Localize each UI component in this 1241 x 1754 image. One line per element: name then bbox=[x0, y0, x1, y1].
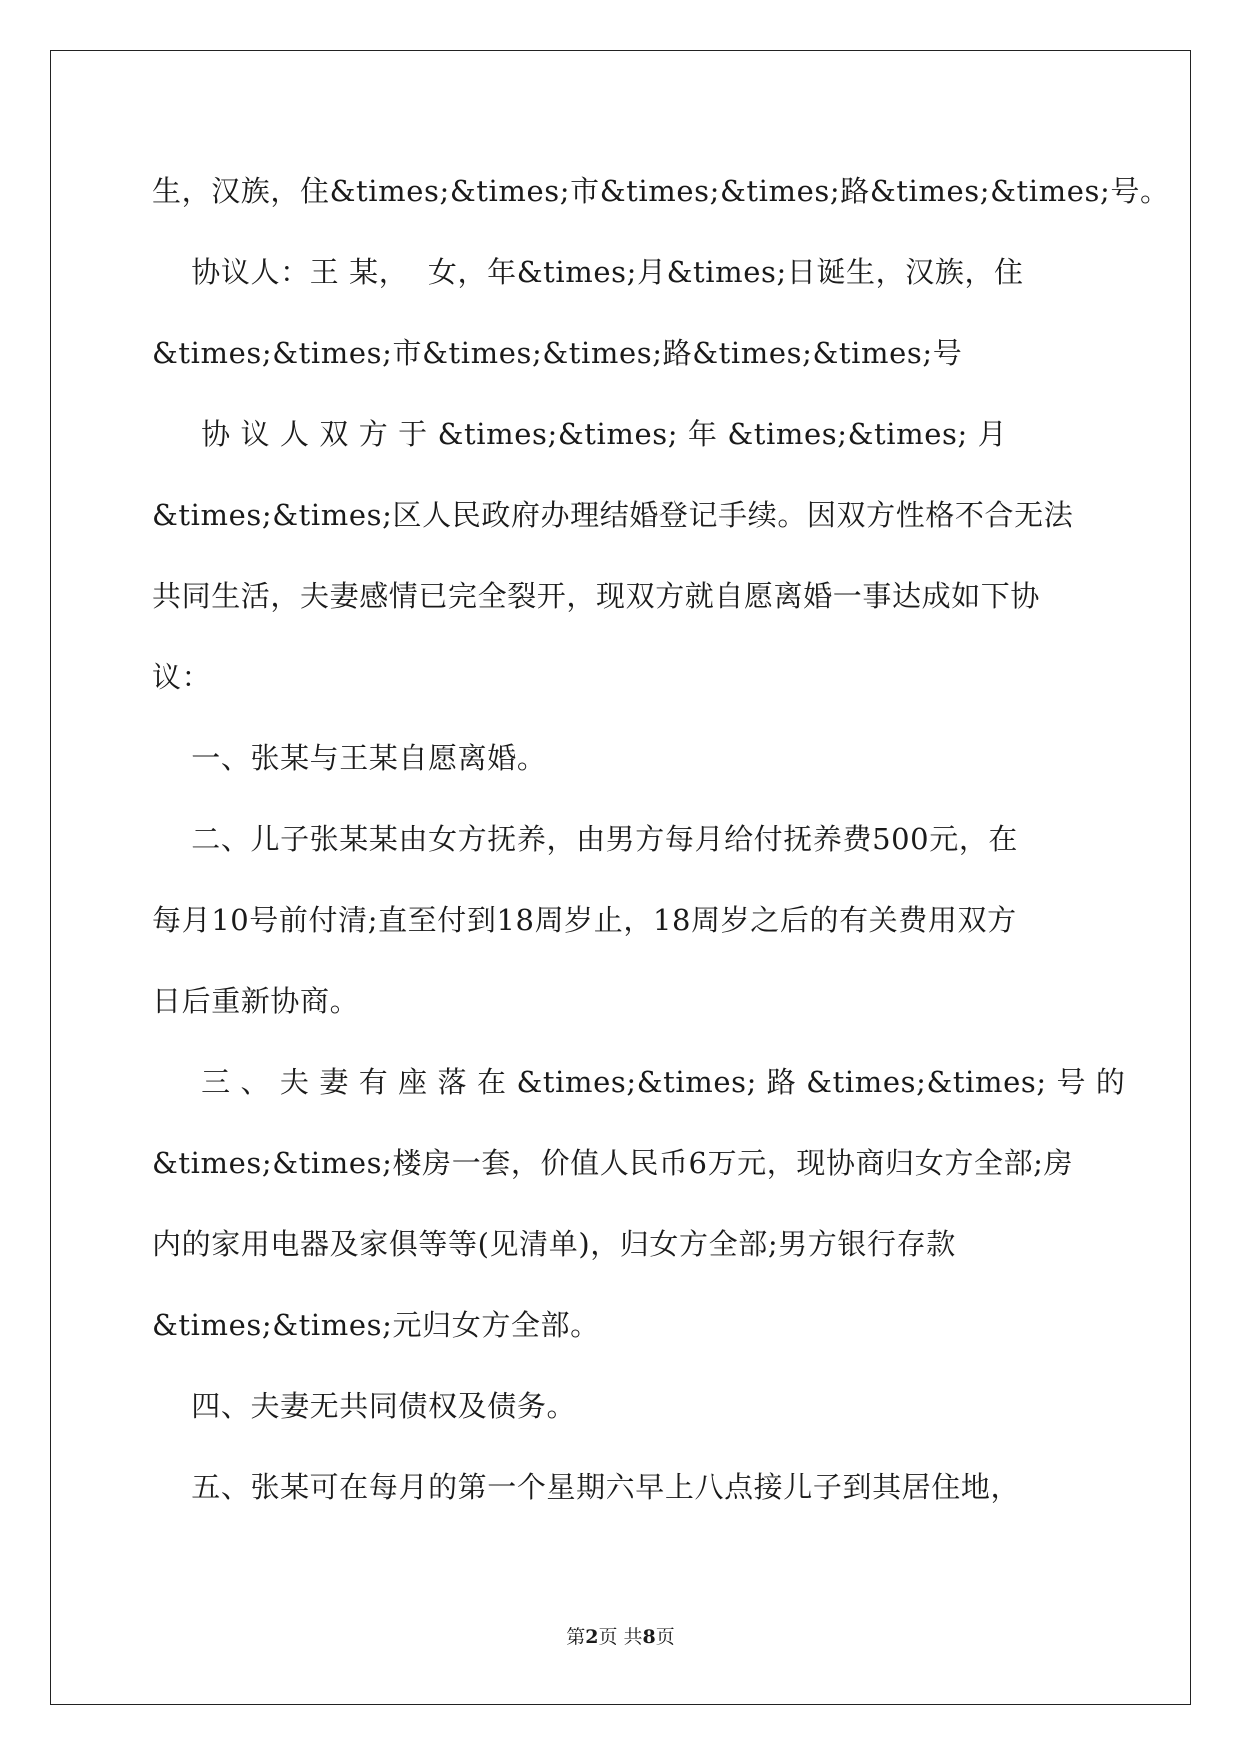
text-line: 日后重新协商。 bbox=[152, 984, 360, 1018]
text-line: 四、夫妻无共同债权及债务。 bbox=[152, 1389, 577, 1423]
text-line: &times;&times;楼房一套，价值人民币6万元，现协商归女方全部;房 bbox=[152, 1146, 1074, 1180]
text-line: 协议人：王 某， 女，年&times;月&times;日诞生，汉族，住 bbox=[152, 255, 1024, 289]
current-page-number: 2 bbox=[585, 1626, 599, 1648]
text-line: 生，汉族，住&times;&times;市&times;&times;路&times;&times;号。 bbox=[152, 174, 1170, 208]
footer-suffix: 页 bbox=[655, 1626, 675, 1648]
document-body bbox=[152, 165, 1170, 1542]
text-line: 每月10号前付清;直至付到18周岁止，18周岁之后的有关费用双方 bbox=[152, 903, 1017, 937]
text-line: 三 、 夫 妻 有 座 落 在 &times;&times; 路 &times;&times; 号 的 bbox=[152, 1065, 1126, 1099]
text-line: &times;&times;市&times;&times;路&times;&times;号 bbox=[152, 336, 963, 370]
text-line: 五、张某可在每月的第一个星期六早上八点接儿子到其居住地， bbox=[152, 1470, 1021, 1504]
footer-mid: 页 共 bbox=[598, 1626, 643, 1648]
text-line: &times;&times;区人民政府办理结婚登记手续。因双方性格不合无法 bbox=[152, 498, 1074, 532]
text-line: 一、张某与王某自愿离婚。 bbox=[152, 741, 547, 775]
text-line: 协 议 人 双 方 于 &times;&times; 年 &times;&times; 月 bbox=[152, 417, 1008, 451]
total-page-number: 8 bbox=[642, 1626, 656, 1648]
text-line: 内的家用电器及家俱等等(见清单)，归女方全部;男方银行存款 bbox=[152, 1227, 956, 1261]
page-footer bbox=[0, 1622, 1241, 1649]
footer-prefix: 第 bbox=[566, 1626, 586, 1648]
text-line: 二、儿子张某某由女方抚养，由男方每月给付抚养费500元，在 bbox=[152, 822, 1019, 856]
text-line: 共同生活，夫妻感情已完全裂开，现双方就自愿离婚一事达成如下协 bbox=[152, 579, 1041, 613]
text-line: 议： bbox=[152, 660, 212, 694]
text-line: &times;&times;元归女方全部。 bbox=[152, 1308, 600, 1342]
